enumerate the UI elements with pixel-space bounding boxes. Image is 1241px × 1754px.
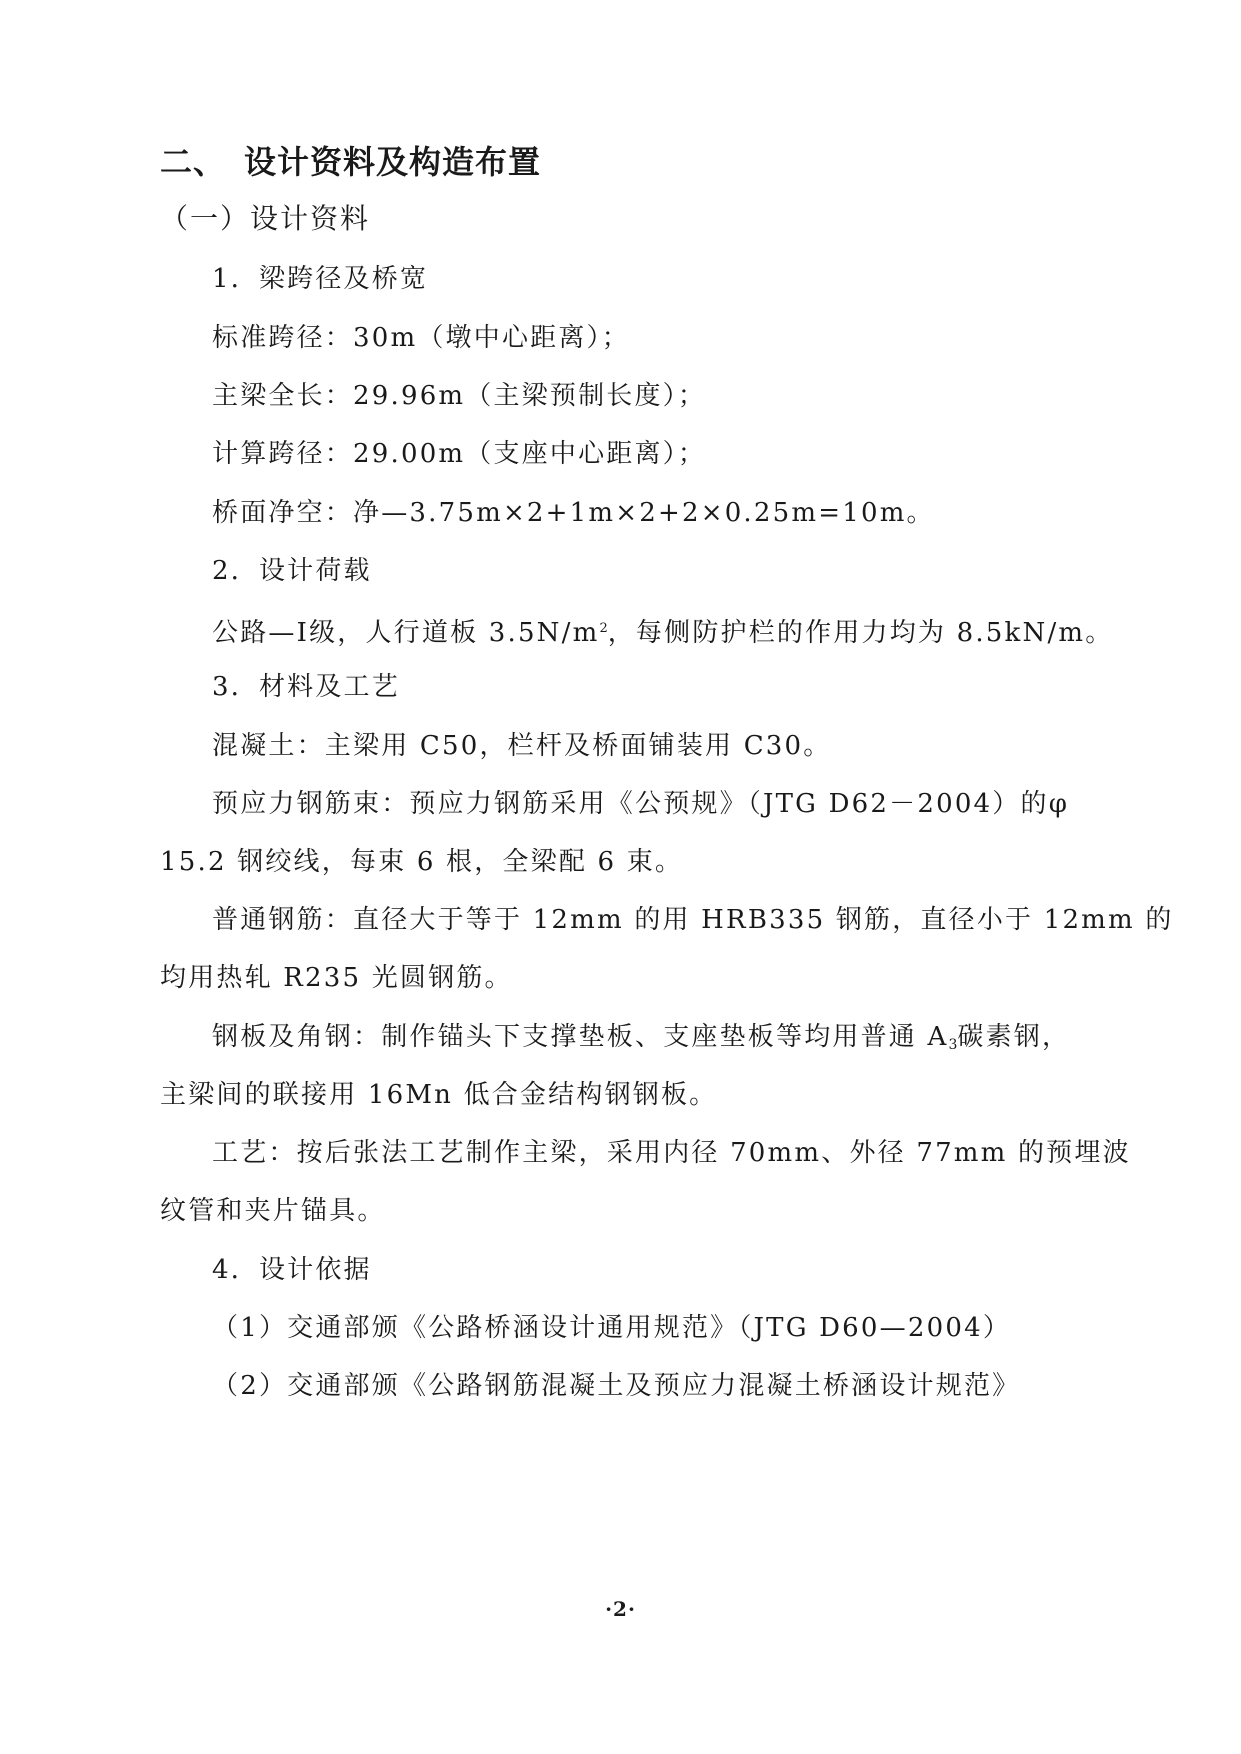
section-title: 设计资料及构造布置 — [244, 143, 542, 181]
process-text-line2: 纹管和夹片锚具。 — [160, 1196, 386, 1226]
rebar-text-line1: 普通钢筋：直径大于等于 12mm 的用 HRB335 钢筋，直径小于 12mm 的 — [212, 905, 1174, 935]
steel-text-pre: 钢板及角钢：制作锚头下支撑垫板、支座垫板等均用普通 A — [212, 1022, 949, 1052]
rebar-text-line2: 均用热轧 R235 光圆钢筋。 — [160, 963, 513, 993]
steel-text-sub: 3 — [948, 1037, 958, 1053]
prestress-text-line2: 15.2 钢绞线，每束 6 根，全梁配 6 束。 — [160, 847, 684, 877]
item2-heading: 2．设计荷载 — [212, 556, 372, 586]
steel-text-post: 碳素钢， — [957, 1022, 1071, 1052]
section-number: 二、 — [160, 143, 227, 181]
item3-heading: 3．材料及工艺 — [212, 672, 400, 702]
reference-1: （1）交通部颁《公路桥涵设计通用规范》（JTG D60—2004） — [212, 1313, 1012, 1343]
section-heading — [160, 142, 541, 182]
design-load-pre: 公路—Ⅰ级，人行道板 3.5N/m — [212, 618, 600, 648]
process-text-line1: 工艺：按后张法工艺制作主梁，采用内径 70mm、外径 77mm 的预埋波 — [212, 1138, 1131, 1168]
design-load-sup: 2 — [599, 621, 608, 636]
design-load-post: ，每侧防护栏的作用力均为 8.5kN/m。 — [607, 618, 1114, 648]
item1-heading: 1．梁跨径及桥宽 — [212, 264, 429, 294]
design-load-text — [212, 613, 1113, 649]
reference-2: （2）交通部颁《公路钢筋混凝土及预应力混凝土桥涵设计规范》 — [212, 1371, 1021, 1401]
concrete-text: 混凝土：主梁用 C50，栏杆及桥面铺装用 C30。 — [212, 731, 832, 761]
item4-heading: 4．设计依据 — [212, 1255, 372, 1285]
standard-span-text: 标准跨径：30m（墩中心距离）； — [212, 323, 630, 353]
steel-text-line2: 主梁间的联接用 16Mn 低合金结构钢钢板。 — [160, 1080, 718, 1110]
prestress-text-line1: 预应力钢筋束：预应力钢筋采用《公预规》（JTG D62－2004）的φ — [212, 789, 1070, 819]
steel-text-line1 — [212, 1021, 1070, 1061]
deck-clearance-text: 桥面净空：净—3.75m×2+1m×2+2×0.25m=10m。 — [212, 498, 935, 528]
page-number: ·2· — [605, 1597, 636, 1621]
beam-length-text: 主梁全长：29.96m（主梁预制长度）； — [212, 381, 707, 411]
subsection-heading: （一）设计资料 — [160, 202, 371, 235]
calc-span-text: 计算跨径：29.00m（支座中心距离）； — [212, 439, 707, 469]
